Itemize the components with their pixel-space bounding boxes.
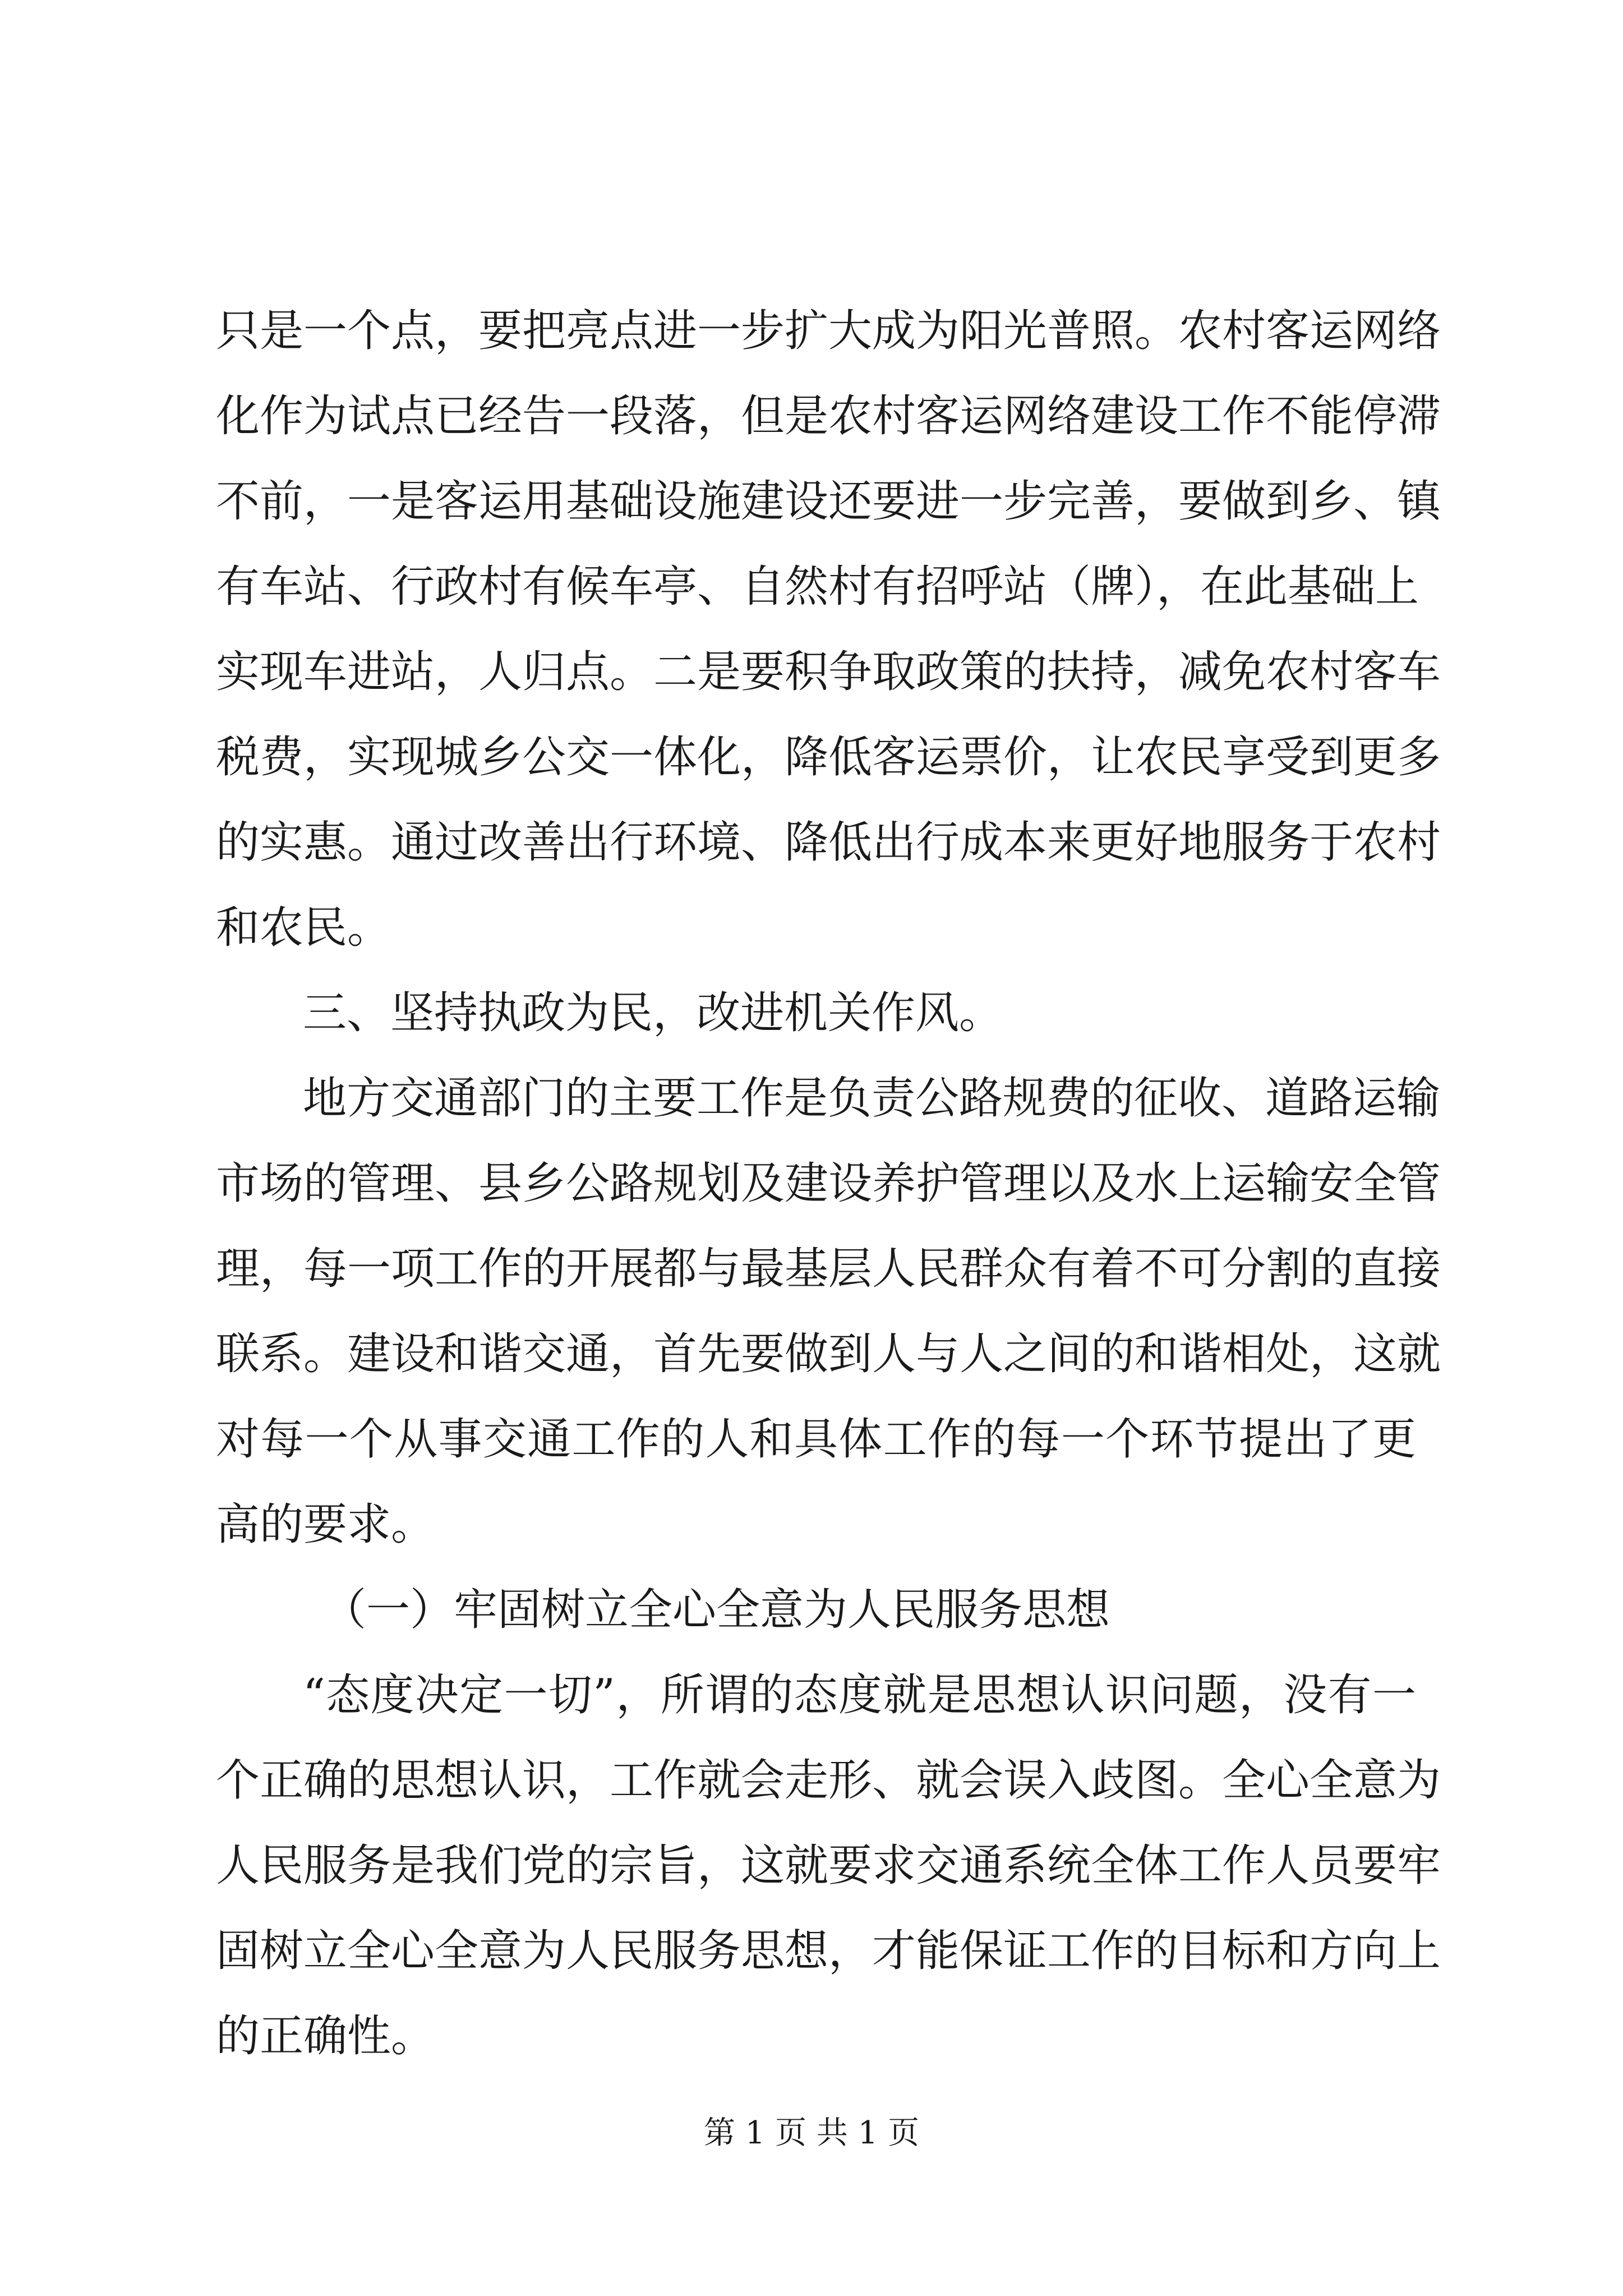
body-text-line: 不前，一是客运用基础设施建设还要进一步完善，要做到乡、镇: [216, 476, 1441, 527]
body-text-line: 地方交通部门的主要工作是负责公路规费的征收、道路运输: [303, 1073, 1441, 1124]
body-text-line: 的正确性。: [216, 2011, 435, 2062]
page-number-footer: 第 1 页 共 1 页: [703, 2115, 920, 2151]
body-text-line: 人民服务是我们党的宗旨，这就要求交通系统全体工作人员要牢: [216, 1841, 1441, 1891]
body-text-line: 化作为试点已经告一段落，但是农村客运网络建设工作不能停滞: [216, 391, 1441, 441]
body-text-line: 对每一个从事交通工作的人和具体工作的每一个环节提出了更: [216, 1414, 1416, 1465]
subsection-heading: （一）牢固树立全心全意为人民服务思想: [322, 1585, 1110, 1635]
body-text-line: 固树立全心全意为人民服务思想，才能保证工作的目标和方向上: [216, 1926, 1441, 1976]
body-text-line: 个正确的思想认识，工作就会走形、就会误入歧图。全心全意为: [216, 1755, 1441, 1806]
section-heading: 三、坚持执政为民，改进机关作风。: [303, 988, 1003, 1038]
body-text-line: 高的要求。: [216, 1499, 435, 1550]
body-text-line: 的实惠。通过改善出行环境、降低出行成本来更好地服务于农村: [216, 817, 1441, 868]
body-text-line: 理，每一项工作的开展都与最基层人民群众有着不可分割的直接: [216, 1244, 1441, 1294]
body-text-line: 有车站、行政村有候车亭、自然村有招呼站（牌），在此基础上: [216, 562, 1419, 612]
body-text-line: 和农民。: [216, 903, 391, 953]
body-text-line: 联系。建设和谐交通，首先要做到人与人之间的和谐相处，这就: [216, 1329, 1441, 1379]
body-text-line: “态度决定一切”，所谓的态度就是思想认识问题，没有一: [303, 1670, 1416, 1720]
body-text-line: 税费，实现城乡公交一体化，降低客运票价，让农民享受到更多: [216, 732, 1441, 783]
body-text-line: 实现车进站，人归点。二是要积争取政策的扶持，减免农村客车: [216, 647, 1441, 697]
body-text-line: 只是一个点，要把亮点进一步扩大成为阳光普照。农村客运网络: [216, 306, 1441, 356]
body-text-line: 市场的管理、县乡公路规划及建设养护管理以及水上运输安全管: [216, 1158, 1441, 1209]
